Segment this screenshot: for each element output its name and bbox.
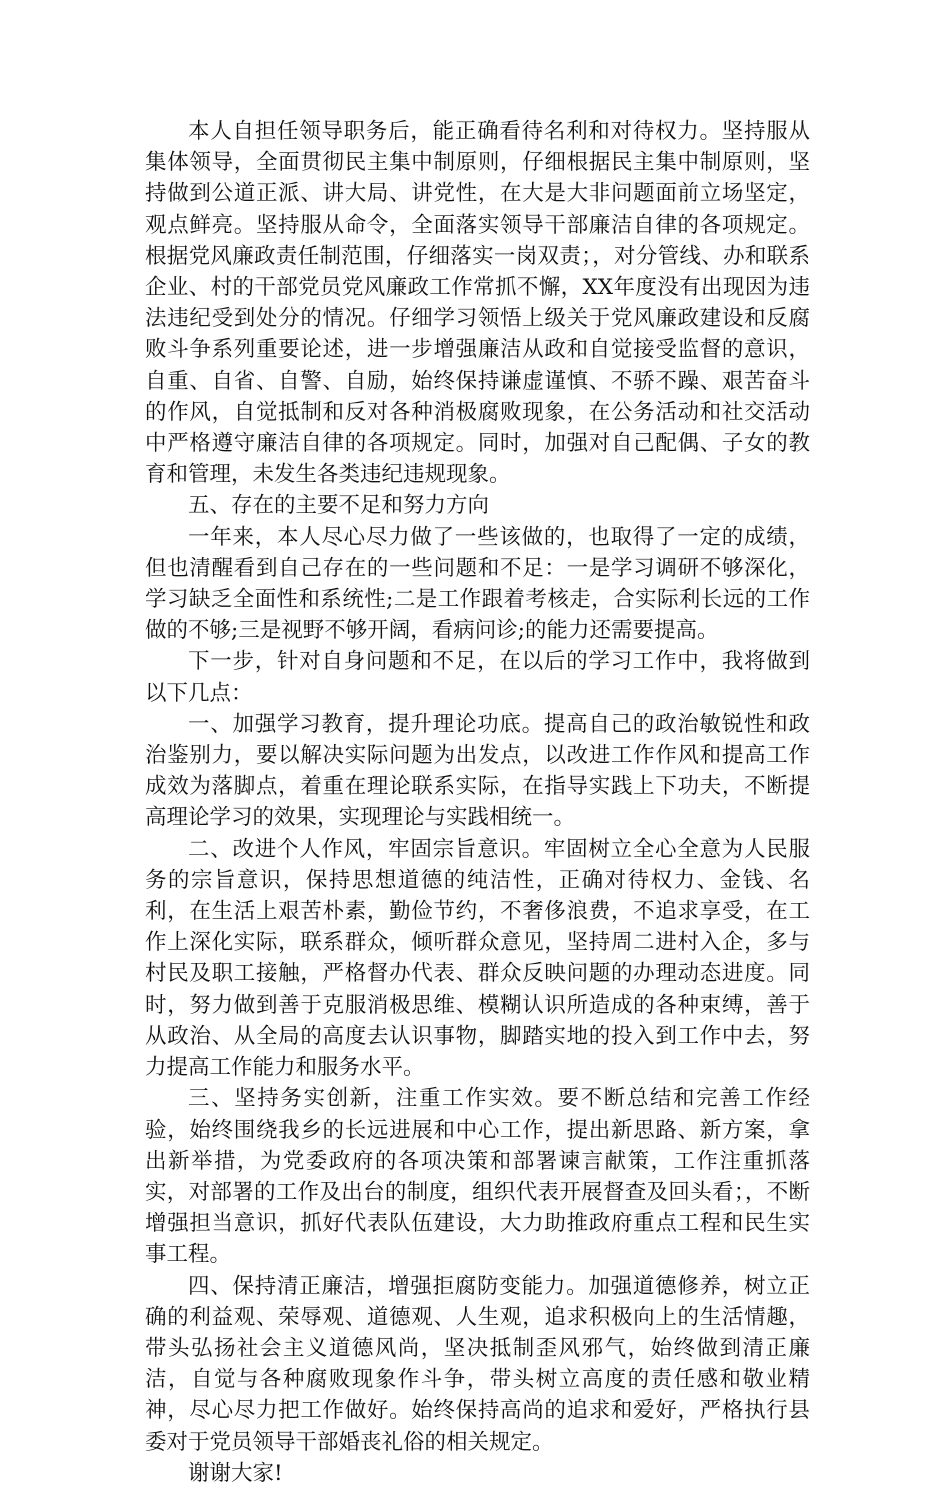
paragraph-problems: 一年来，本人尽心尽力做了一些该做的，也取得了一定的成绩，但也清醒看到自己存在的一些问题和不足：一是学习调研不够深化，学习缺乏全面性和系统性;二是工作跟着考核走，合实际利长远的工作做的不够;三是视野不够开阔，看病问诊;的能力还需要提高。 <box>145 524 810 644</box>
paragraph-integrity: 本人自担任领导职务后，能正确看待名利和对待权力。坚持服从集体领导，全面贯彻民主集中制原则，仔细根据民主集中制原则，坚持做到公道正派、讲大局、讲党性，在大是大非问题面前立场坚定，观点鲜亮。坚持服从命令，全面落实领导干部廉洁自律的各项规定。根据党风廉政责任制范围，仔细落实一岗双责；，对分管线、办和联系企业、村的干部党员党风廉政工作常抓不懈，XX年度没有出现因为违法违纪受到处分的情况。仔细学习领悟上级关于党风廉政建设和反腐败斗争系列重要论述，进一步增强廉洁从政和自觉接受监督的意识，自重、自省、自警、自励，始终保持谦虚谨慎、不骄不躁、艰苦奋斗的作风，自觉抵制和反对各种消极腐败现象，在公务活动和社交活动中严格遵守廉洁自律的各项规定。同时，加强对自己配偶、子女的教育和管理，未发生各类违纪违规现象。 <box>145 119 810 488</box>
paragraph-point-one: 一、加强学习教育，提升理论功底。提高自己的政治敏锐性和政治鉴别力，要以解决实际问题为出发点，以改进工作作风和提高工作成效为落脚点，着重在理论联系实际，在指导实践上下功夫，不断提高理论学习的效果，实现理论与实践相统一。 <box>145 711 810 831</box>
document-body <box>145 116 810 1489</box>
section-heading-shortcomings: 五、存在的主要不足和努力方向 <box>188 493 490 519</box>
paragraph-point-three: 三、坚持务实创新，注重工作实效。要不断总结和完善工作经验，始终围绕我乡的长远进展和中心工作，提出新思路、新方案，拿出新举措，为党委政府的各项决策和部署谏言献策，工作注重抓落实，对部署的工作及出台的制度，组织代表开展督查及回头看；，不断增强担当意识，抓好代表队伍建设，大力助推政府重点工程和民生实事工程。 <box>145 1086 810 1268</box>
paragraph-point-four: 四、保持清正廉洁，增强拒腐防变能力。加强道德修养，树立正确的利益观、荣辱观、道德观、人生观，追求积极向上的生活情趣，带头弘扬社会主义道德风尚，坚决抵制歪风邪气，始终做到清正廉洁，自觉与各种腐败现象作斗争，带头树立高度的责任感和敬业精神，尽心尽力把工作做好。始终保持高尚的追求和爱好，严格执行县委对于党员领导干部婚丧礼俗的相关规定。 <box>145 1273 810 1455</box>
paragraph-next-steps: 下一步，针对自身问题和不足，在以后的学习工作中，我将做到以下几点： <box>145 649 810 706</box>
paragraph-point-two: 二、改进个人作风，牢固宗旨意识。牢固树立全心全意为人民服务的宗旨意识，保持思想道德的纯洁性，正确对待权力、金钱、名利，在生活上艰苦朴素，勤俭节约，不奢侈浪费，不追求享受，在工作上深化实际，联系群众，倾听群众意见，坚持周二进村入企，多与村民及职工接触，严格督办代表、群众反映问题的办理动态进度。同时，努力做到善于克服消极思维、模糊认识所造成的各种束缚，善于从政治、从全局的高度去认识事物，脚踏实地的投入到工作中去，努力提高工作能力和服务水平。 <box>145 836 810 1081</box>
closing-thanks: 谢谢大家! <box>188 1460 283 1486</box>
